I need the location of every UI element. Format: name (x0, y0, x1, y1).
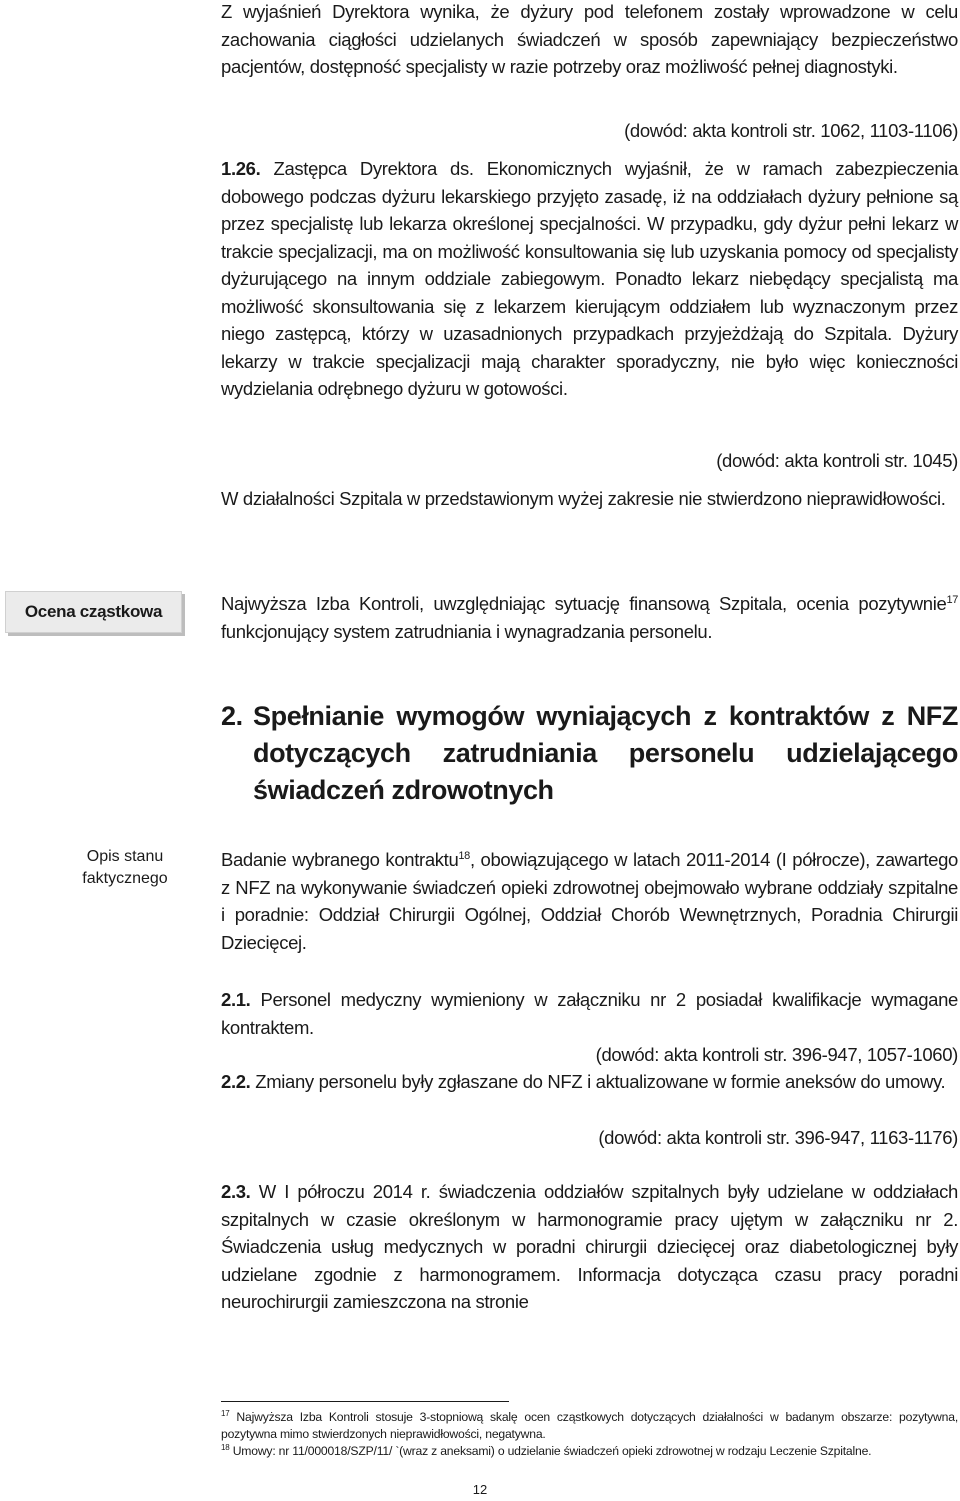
item-2-1-text: Personel medyczny wymieniony w załączniku nr 2 posiadał kwalifikacje wymagane kontraktem. (221, 989, 958, 1038)
facts-label-line-2: faktycznego (82, 870, 168, 887)
footnote-17-text: Najwyższa Izba Kontroli stosuje 3-stopniową skalę ocen cząstkowych dotyczących działalności w badanym obszarze: pozytywna, pozytywna mimo stwierdzonych nieprawidłowości, negatywna. (221, 1410, 959, 1441)
item-2-2-text: Zmiany personelu były zgłaszane do NFZ i aktualizowane w formie aneksów do umowy. (255, 1071, 946, 1092)
item-2-2 (221, 1068, 958, 1096)
facts-label (60, 846, 190, 890)
item-2-1 (221, 986, 958, 1041)
footnote-18-text: Umowy: nr 11/000018/SZP/11/ `(wraz z aneksami) o udzielanie świadczeń opieki zdrowotnej w rodzaju Leczenie Szpitalne. (232, 1444, 872, 1458)
footnote-18 (221, 1443, 958, 1460)
assessment-text-before: Najwyższa Izba Kontroli, uwzględniając sytuację finansową Szpitala, ocenia pozytywnie (221, 593, 947, 614)
assessment-badge (5, 591, 182, 633)
page-number: 12 (472, 1482, 488, 1497)
footnote-separator (221, 1401, 509, 1402)
facts-label-line-1: Opis stanu (86, 848, 164, 865)
facts-paragraph (221, 846, 958, 956)
assessment-badge-label: Ocena cząstkowa (24, 602, 163, 621)
section-126-number: 1.26. (221, 158, 261, 179)
item-2-2-evidence: (dowód: akta kontroli str. 396-947, 1163-1176) (598, 1127, 958, 1148)
section-126-text: Zastępca Dyrektora ds. Ekonomicznych wyjaśnił, że w ramach zabezpieczenia dobowego podczas dyżuru lekarskiego przyjęto zasadę, iż na oddziałach dyżury pełnione są przez specjalistę lub lekarza określonej specjalności. W przypadku, gdy dyżur pełni lekarz w trakcie specjalizacji, ma on możliwość konsultowania się lub uzyskania pomocy od specjalisty dyżurującego na innym oddziale zabiegowym. Ponadto lekarz niebędący specjalistą ma możliwość skonsultowania się z lekarzem kierującym oddziałem lub wyznaczonym przez niego zastępcą, którzy w uzasadnionych przypadkach przyjeżdżają do Szpitala. Dyżury lekarzy w trakcie specjalizacji mają charakter sporadyczny, nie było więc konieczności wydzielania odrębnego dyżuru w gotowości. (221, 158, 958, 399)
assessment-paragraph (221, 590, 958, 645)
footnote-17 (221, 1409, 958, 1443)
section-2-heading (221, 698, 958, 809)
item-2-3-number: 2.3. (221, 1181, 251, 1202)
footnote-17-number: 17 (221, 1409, 230, 1418)
section-2-title-line-2: dotyczących zatrudniania personelu udzielającego (253, 738, 958, 768)
item-2-3 (221, 1178, 958, 1316)
facts-text-before: Badanie wybranego kontraktu (221, 849, 459, 870)
footnote-ref-17[interactable]: 17 (946, 594, 958, 606)
footnotes (221, 1409, 958, 1460)
section-126-evidence: (dowód: akta kontroli str. 1045) (716, 450, 958, 471)
intro-paragraph: Z wyjaśnień Dyrektora wynika, że dyżury pod telefonem zostały wprowadzone w celu zachowania ciągłości udzielanych świadczeń w sposób zapewniający bezpieczeństwo pacjentów, dostępność specjalisty w razie potrzeby oraz możliwość pełnej diagnostyki. (221, 1, 958, 77)
section-2-title-line-3: świadczeń zdrowotnych (253, 775, 554, 805)
section-2-title-line-1: Spełnianie wymogów wyniających z kontraktów z NFZ (253, 701, 958, 731)
section-126-conclusion: W działalności Szpitala w przedstawionym wyżej zakresie nie stwierdzono nieprawidłowości. (221, 488, 946, 509)
item-2-1-number: 2.1. (221, 989, 251, 1010)
item-2-1-evidence: (dowód: akta kontroli str. 396-947, 1057-1060) (595, 1044, 958, 1065)
section-2-number: 2. (221, 701, 243, 731)
item-2-3-text: W I półroczu 2014 r. świadczenia oddziałów szpitalnych były udzielane w oddziałach szpitalnych w czasie określonym w harmonogramie pracy ujętym w załączniku nr 2. Świadczenia usług medycznych w poradni chirurgii dziecięcej oraz diabetologicznej były udzielane zgodnie z harmonogramem. Informacja dotycząca czasu pracy poradni neurochirurgii zamieszczona na stronie (221, 1181, 958, 1312)
section-126-paragraph (221, 155, 958, 403)
facts-text-after: , obowiązującego w latach 2011-2014 (I półrocze), zawartego z NFZ na wykonywanie świadczeń opieki zdrowotnej obejmowało wybrane oddziały szpitalne i poradnie: Oddział Chirurgii Ogólnej, Oddział Chorób Wewnętrznych, Poradnia Chirurgii Dziecięcej. (221, 849, 958, 953)
footnote-18-number: 18 (221, 1443, 230, 1452)
footnote-ref-18[interactable]: 18 (458, 850, 470, 862)
item-2-2-number: 2.2. (221, 1071, 251, 1092)
assessment-text-after: funkcjonujący system zatrudniania i wynagradzania personelu. (221, 620, 713, 642)
intro-evidence: (dowód: akta kontroli str. 1062, 1103-1106) (624, 120, 958, 141)
